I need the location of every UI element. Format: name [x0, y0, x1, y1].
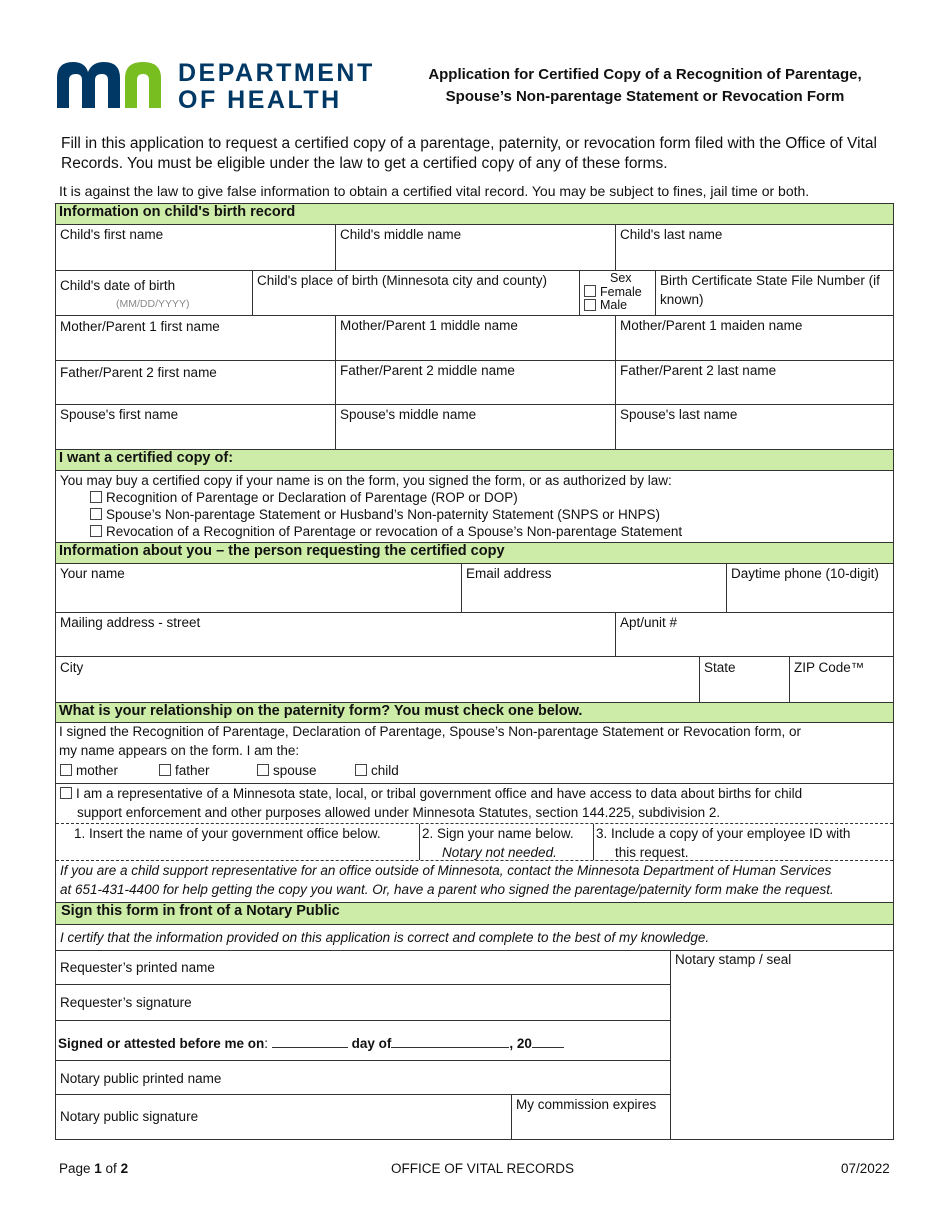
spouse-middle-name-field[interactable]	[335, 404, 615, 449]
application-form	[55, 203, 894, 1140]
logo-wordmark	[178, 60, 375, 114]
spouse-checkbox[interactable]	[257, 764, 269, 776]
mother-middle-label: Mother/Parent 1 middle name	[340, 318, 518, 333]
child-label: child	[371, 763, 399, 778]
zip-field[interactable]	[789, 656, 893, 702]
section-certified-copy: I want a certified copy of:	[56, 449, 893, 471]
child-birthplace-field[interactable]	[252, 270, 579, 315]
section-child-birth-record: Information on child's birth record	[56, 204, 893, 225]
mother-label: mother	[76, 763, 119, 778]
revocation-checkbox[interactable]	[90, 525, 102, 537]
copy-option-revocation[interactable]	[90, 524, 682, 539]
attested-date-field[interactable]: Signed or attested before me on: day of , 20	[56, 1020, 670, 1060]
father-last-label: Father/Parent 2 last name	[620, 363, 777, 378]
apt-field[interactable]	[615, 612, 893, 656]
printed-name-label: Requester’s printed name	[60, 960, 215, 975]
child-dob-label: Child's date of birth	[60, 278, 176, 293]
step-3-note: this request.	[615, 845, 689, 860]
sex-male-option[interactable]	[584, 299, 651, 313]
step-2: 2. Sign your name below.	[422, 826, 574, 841]
spouse-middle-label: Spouse's middle name	[340, 407, 477, 422]
snps-checkbox[interactable]	[90, 508, 102, 520]
spouse-last-label: Spouse's last name	[620, 407, 738, 422]
father-middle-label: Father/Parent 2 middle name	[340, 363, 515, 378]
footer-date: 07/2022	[841, 1161, 890, 1176]
mother-maiden-label: Mother/Parent 1 maiden name	[620, 318, 803, 333]
title-line2: Spouse’s Non-parentage Statement or Revocation Form	[445, 88, 845, 105]
file-number-label: Birth Certificate State File Number (if known)	[660, 273, 880, 307]
revocation-label: Revocation of a Recognition of Parentage or revocation of a Spouse’s Non-parentage Statement	[106, 524, 683, 539]
father-first-label: Father/Parent 2 first name	[60, 365, 217, 380]
male-checkbox[interactable]	[584, 299, 596, 311]
section-requester-info: Information about you – the person requesting the certified copy	[56, 542, 893, 564]
rep-line2: support enforcement and other purposes allowed under Minnesota Statutes, section 144.225, subdivision 2.	[77, 805, 721, 820]
attested-month-blank[interactable]	[391, 1035, 509, 1048]
rep-line1-text: I am a representative of a Minnesota state, local, or tribal government office and have access to data about births for child	[76, 786, 803, 801]
mother-first-name-field[interactable]	[56, 315, 335, 360]
representative-option[interactable]	[56, 783, 893, 823]
state-field[interactable]	[699, 656, 789, 702]
email-label: Email address	[466, 566, 552, 581]
notary-signature-field[interactable]	[56, 1094, 511, 1140]
state-label: State	[704, 660, 736, 675]
notary-name-label: Notary public printed name	[60, 1071, 222, 1086]
relationship-child-option[interactable]	[355, 763, 399, 778]
child-sex-label: Sex	[610, 271, 632, 285]
relationship-spouse-option[interactable]	[257, 763, 317, 778]
email-field[interactable]	[461, 564, 726, 612]
street-field[interactable]	[56, 612, 615, 656]
rop-label: Recognition of Parentage or Declaration of Parentage (ROP or DOP)	[106, 490, 518, 505]
logo-line2: OF HEALTH	[178, 86, 342, 114]
title-line1: Application for Certified Copy of a Recognition of Parentage,	[428, 66, 862, 83]
warning-text: It is against the law to give false information to obtain a certified vital record. You may be subject to fines, jail time or both.	[59, 183, 810, 199]
apt-label: Apt/unit #	[620, 615, 678, 630]
spouse-first-name-field[interactable]	[56, 404, 335, 449]
child-dob-field[interactable]	[56, 270, 252, 315]
section-relationship: What is your relationship on the paternity form? You must check one below.	[56, 702, 893, 723]
section-notary: Sign this form in front of a Notary Public	[56, 902, 893, 925]
female-checkbox[interactable]	[584, 285, 596, 297]
intro-text: Fill in this application to request a certified copy of a parentage, paternity, or revocation form filed with the Office of Vital Records. You must be eligible under the law to get a certified copy of any of these forms.	[61, 135, 877, 172]
page-title	[410, 64, 880, 108]
page-number: Page 1 of 2	[59, 1161, 129, 1176]
phone-field[interactable]	[726, 564, 893, 612]
child-middle-name-label: Child's middle name	[340, 227, 462, 242]
signature-label: Requester’s signature	[60, 995, 192, 1010]
rop-checkbox[interactable]	[90, 491, 102, 503]
attested-day-blank[interactable]	[272, 1035, 348, 1048]
footer-office: OFFICE OF VITAL RECORDS	[391, 1161, 575, 1176]
signed-line2: my name appears on the form. I am the:	[59, 743, 300, 758]
copy-option-snps[interactable]	[90, 507, 660, 522]
certify-statement: I certify that the information provided on this application is correct and complete to the best of my knowledge.	[60, 930, 710, 945]
step-1: 1. Insert the name of your government office below.	[74, 826, 381, 841]
city-field[interactable]	[56, 656, 699, 702]
attested-label: Signed or attested before me on	[58, 1036, 265, 1051]
child-dob-hint: (MM/DD/YYYY)	[116, 298, 190, 310]
copy-option-rop[interactable]	[90, 490, 518, 505]
relationship-father-option[interactable]	[159, 763, 210, 778]
copy-eligibility-note: You may buy a certified copy if your name is on the form, you signed the form, or as authorized by law:	[60, 473, 672, 488]
female-label: Female	[600, 284, 642, 299]
street-label: Mailing address - street	[60, 615, 201, 630]
notary-printed-name-field[interactable]	[56, 1060, 670, 1094]
signed-line1: I signed the Recognition of Parentage, Declaration of Parentage, Spouse’s Non-parentage Statement or Revocation form, or	[59, 724, 801, 739]
child-checkbox[interactable]	[355, 764, 367, 776]
father-checkbox[interactable]	[159, 764, 171, 776]
representative-steps	[56, 823, 893, 861]
year-label: , 20	[509, 1036, 532, 1051]
commission-expires-field[interactable]	[511, 1094, 670, 1140]
out-of-state-note-line1: If you are a child support representative for an office outside of Minnesota, contact the Minnesota Department of Human Services	[60, 863, 832, 878]
father-middle-name-field[interactable]	[335, 360, 615, 404]
representative-checkbox[interactable]	[60, 787, 72, 799]
father-last-name-field[interactable]	[615, 360, 893, 404]
zip-label: ZIP Code™	[794, 660, 865, 675]
mother-first-label: Mother/Parent 1 first name	[60, 319, 220, 334]
child-last-name-field[interactable]	[615, 225, 893, 270]
rep-line1	[60, 786, 802, 801]
requester-signature-field[interactable]	[56, 984, 670, 1020]
requester-printed-name-field[interactable]	[56, 950, 670, 984]
spouse-last-name-field[interactable]	[615, 404, 893, 449]
mother-checkbox[interactable]	[60, 764, 72, 776]
step-3: 3. Include a copy of your employee ID with	[596, 826, 851, 841]
child-first-name-field[interactable]	[56, 225, 335, 270]
logo-line1: DEPARTMENT	[178, 59, 375, 87]
city-label: City	[60, 660, 84, 675]
snps-label: Spouse’s Non-parentage Statement or Husband’s Non-paternity Statement (SNPS or HNPS)	[106, 507, 661, 522]
child-last-name-label: Child's last name	[620, 227, 723, 242]
father-first-name-field[interactable]	[56, 360, 335, 404]
notary-stamp-label: Notary stamp / seal	[675, 952, 792, 967]
spouse-label: spouse	[273, 763, 317, 778]
notary-stamp-area	[670, 950, 893, 1140]
mother-maiden-name-field[interactable]	[615, 315, 893, 360]
child-sex-field	[579, 270, 655, 315]
child-birthplace-label: Child's place of birth (Minnesota city and county)	[257, 273, 547, 288]
step-2-note: Notary not needed.	[442, 845, 557, 860]
commission-label: My commission expires	[516, 1097, 657, 1112]
birth-certificate-file-number-field[interactable]	[655, 270, 893, 315]
father-label: father	[175, 763, 210, 778]
notary-signature-label: Notary public signature	[60, 1109, 199, 1124]
child-first-name-label: Child's first name	[60, 227, 164, 242]
mother-middle-name-field[interactable]	[335, 315, 615, 360]
day-of-label: day of	[351, 1036, 392, 1051]
requester-name-field[interactable]	[56, 564, 461, 612]
attested-year-blank[interactable]	[532, 1035, 564, 1048]
child-middle-name-field[interactable]	[335, 225, 615, 270]
requester-name-label: Your name	[60, 566, 125, 581]
male-label: Male	[600, 298, 628, 312]
phone-label: Daytime phone (10-digit)	[731, 566, 879, 581]
out-of-state-note-line2: at 651-431-4400 for help getting the copy you want. Or, have a parent who signed the parentage/paternity form make the request.	[60, 882, 834, 897]
spouse-first-label: Spouse's first name	[60, 407, 179, 422]
relationship-mother-option[interactable]	[60, 763, 118, 778]
sex-female-option[interactable]	[584, 286, 651, 300]
